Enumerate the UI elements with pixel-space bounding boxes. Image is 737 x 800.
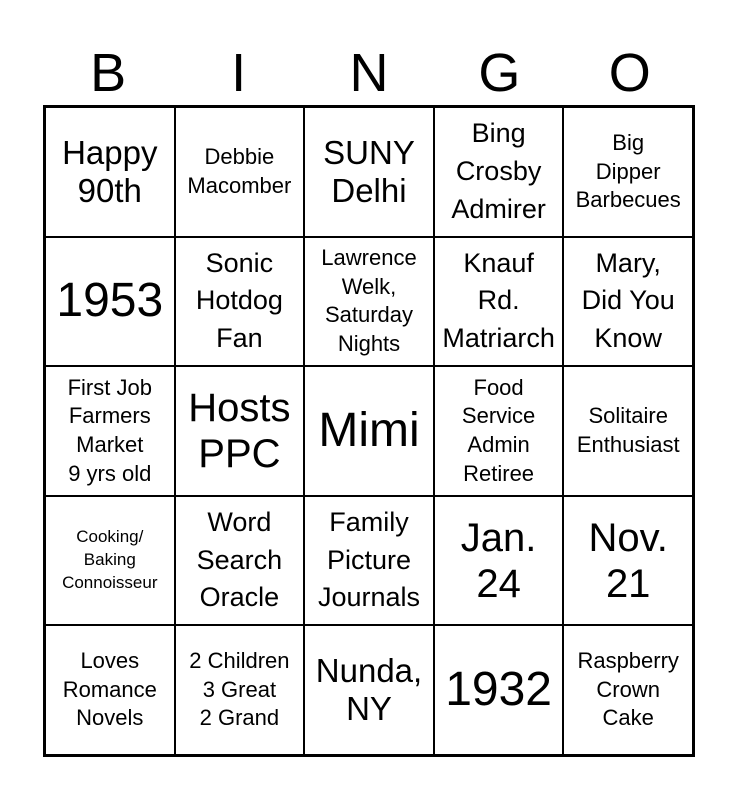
bingo-cell[interactable]: 1932 xyxy=(434,625,564,755)
header-letter-i: I xyxy=(231,43,247,103)
bingo-cell[interactable]: Nunda, NY xyxy=(304,625,434,755)
bingo-cell[interactable]: 2 Children 3 Great 2 Grand xyxy=(175,625,305,755)
bingo-cell[interactable]: Food Service Admin Retiree xyxy=(434,366,564,496)
bingo-cell[interactable]: Family Picture Journals xyxy=(304,496,434,626)
bingo-header xyxy=(43,40,695,106)
bingo-cell[interactable]: Big Dipper Barbecues xyxy=(563,107,693,237)
header-letter-g: G xyxy=(478,43,521,103)
bingo-cell[interactable]: Nov. 21 xyxy=(563,496,693,626)
bingo-cell[interactable]: Word Search Oracle xyxy=(175,496,305,626)
bingo-cell[interactable]: Debbie Macomber xyxy=(175,107,305,237)
bingo-cell[interactable]: Bing Crosby Admirer xyxy=(434,107,564,237)
header-letter-n: N xyxy=(349,43,389,103)
bingo-cell[interactable]: Lawrence Welk, Saturday Nights xyxy=(304,237,434,367)
bingo-cell[interactable]: Solitaire Enthusiast xyxy=(563,366,693,496)
bingo-cell[interactable]: Happy 90th xyxy=(45,107,175,237)
bingo-cell[interactable]: Raspberry Crown Cake xyxy=(563,625,693,755)
bingo-cell[interactable]: First Job Farmers Market 9 yrs old xyxy=(45,366,175,496)
bingo-cell[interactable]: Mary, Did You Know xyxy=(563,237,693,367)
header-letter-b: B xyxy=(90,43,127,103)
bingo-board xyxy=(43,105,695,757)
bingo-cell[interactable]: Mimi xyxy=(304,366,434,496)
bingo-cell[interactable]: SUNY Delhi xyxy=(304,107,434,237)
bingo-cell[interactable]: Sonic Hotdog Fan xyxy=(175,237,305,367)
bingo-cell[interactable]: Jan. 24 xyxy=(434,496,564,626)
bingo-cell[interactable]: 1953 xyxy=(45,237,175,367)
bingo-cell[interactable]: Cooking/ Baking Connoisseur xyxy=(45,496,175,626)
bingo-cell[interactable]: Hosts PPC xyxy=(175,366,305,496)
bingo-cell[interactable]: Knauf Rd. Matriarch xyxy=(434,237,564,367)
bingo-cell[interactable]: Loves Romance Novels xyxy=(45,625,175,755)
header-letter-o: O xyxy=(608,43,651,103)
